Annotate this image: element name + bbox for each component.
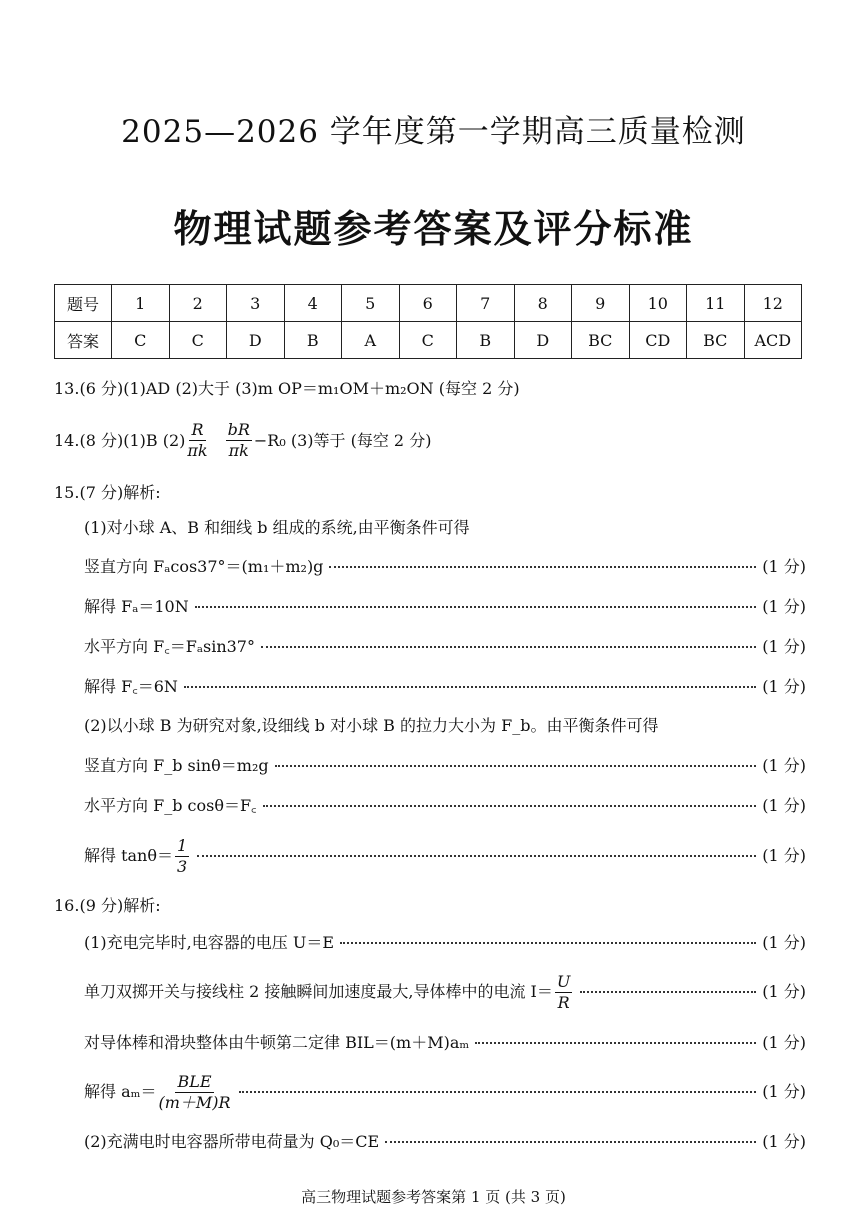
step-text: 水平方向 F꜀＝Fₐsin37° — [84, 637, 255, 656]
dot-leader — [184, 686, 756, 688]
fraction-numerator: 1 — [177, 835, 188, 855]
score-label: (1 分) — [762, 637, 806, 656]
question-number-cell: 4 — [284, 285, 342, 322]
answer-cell: A — [342, 322, 400, 359]
table-header-cell: 题号 — [55, 285, 112, 322]
q15-step-line — [84, 556, 806, 578]
q14-fraction-1 — [187, 422, 207, 459]
fraction-denominator: (m＋M)R — [158, 1092, 231, 1112]
dot-leader — [261, 646, 756, 648]
step-text: (2)充满电时电容器所带电荷量为 Q₀＝CE — [84, 1132, 380, 1151]
question-number-cell: 9 — [572, 285, 630, 322]
current-fraction — [555, 971, 572, 1012]
step-text: 解得 tanθ＝ — [84, 846, 173, 865]
q16-acceleration-line — [84, 1070, 806, 1114]
q16-heading: 16.(9 分)解析: — [54, 896, 161, 915]
dot-leader — [197, 855, 756, 857]
q16-step-line — [84, 1131, 806, 1153]
dot-leader — [385, 1141, 756, 1143]
step-text: 对导体棒和滑块整体由牛顿第二定律 BIL＝(m＋M)aₘ — [84, 1033, 470, 1052]
question-number-cell: 1 — [112, 285, 170, 322]
score-label: (1 分) — [762, 1033, 806, 1052]
fraction-denominator: 3 — [177, 856, 188, 876]
answer-key-title: 物理试题参考答案及评分标准 — [173, 206, 694, 251]
question-number-cell: 3 — [227, 285, 285, 322]
q14-prefix: 14.(8 分)(1)B (2) — [54, 430, 186, 450]
dot-leader — [263, 805, 757, 807]
step-text: 竖直方向 Fₐcos37°＝(m₁＋m₂)g — [84, 557, 324, 576]
step-text: 解得 F꜀＝6N — [84, 677, 178, 696]
score-label: (1 分) — [762, 557, 806, 576]
q14-answer — [54, 422, 431, 459]
score-label: (1 分) — [762, 1082, 806, 1101]
answer-cell: B — [284, 322, 342, 359]
step-text: (1)充电完毕时,电容器的电压 U＝E — [84, 933, 335, 952]
answer-cell: BC — [687, 322, 745, 359]
score-label: (1 分) — [762, 982, 806, 1001]
answer-cell: D — [227, 322, 285, 359]
q16-step-line — [84, 1032, 806, 1054]
q15-step-line — [84, 636, 806, 658]
question-number-cell: 2 — [169, 285, 227, 322]
fraction-numerator: BLE — [177, 1071, 212, 1091]
q16-current-line — [84, 972, 806, 1012]
fraction-numerator: R — [191, 420, 204, 439]
dot-leader — [475, 1042, 756, 1044]
exam-title: 2025—2026 学年度第一学期高三质量检测 — [121, 114, 746, 150]
step-text: 解得 aₘ＝ — [84, 1082, 157, 1101]
dot-leader — [275, 765, 757, 767]
score-label: (1 分) — [762, 677, 806, 696]
fraction-numerator: U — [556, 971, 571, 991]
question-number-cell: 10 — [629, 285, 687, 322]
question-number-cell: 11 — [687, 285, 745, 322]
dot-leader — [329, 566, 756, 568]
score-label: (1 分) — [762, 756, 806, 775]
question-number-cell: 7 — [457, 285, 515, 322]
fraction-denominator: πk — [228, 441, 249, 460]
question-number-cell: 6 — [399, 285, 457, 322]
answer-cell: D — [514, 322, 572, 359]
q14-fraction-2 — [226, 422, 252, 459]
answer-cell: B — [457, 322, 515, 359]
acceleration-fraction — [158, 1071, 231, 1112]
fraction-denominator: πk — [187, 441, 208, 460]
table-row-answers — [55, 322, 802, 359]
score-label: (1 分) — [762, 846, 806, 865]
dot-leader — [195, 606, 757, 608]
page-footer: 高三物理试题参考答案第 1 页 (共 3 页) — [301, 1188, 566, 1206]
question-number-cell: 8 — [514, 285, 572, 322]
q15-step-line — [84, 755, 806, 777]
step-text: 单刀双掷开关与接线柱 2 接触瞬间加速度最大,导体棒中的电流 I＝ — [84, 982, 553, 1001]
score-label: (1 分) — [762, 796, 806, 815]
answer-cell: ACD — [744, 322, 802, 359]
dot-leader — [239, 1091, 757, 1093]
dot-leader — [580, 991, 756, 993]
q15-tan-line — [84, 836, 806, 876]
q15-step-line — [84, 676, 806, 698]
question-number-cell: 12 — [744, 285, 802, 322]
q15-step-line — [84, 596, 806, 618]
q15-part2-intro: (2)以小球 B 为研究对象,设细线 b 对小球 B 的拉力大小为 F_b。由平衡条件可得 — [84, 716, 659, 735]
dot-leader — [340, 942, 756, 944]
q15-part1-intro: (1)对小球 A、B 和细线 b 组成的系统,由平衡条件可得 — [84, 518, 470, 537]
step-text: 竖直方向 F_b sinθ＝m₂g — [84, 756, 269, 775]
q13-answer: 13.(6 分)(1)AD (2)大于 (3)m OP＝m₁OM＋m₂ON (每空 2 分) — [54, 379, 520, 398]
score-label: (1 分) — [762, 597, 806, 616]
answer-cell: C — [399, 322, 457, 359]
fraction-denominator: R — [557, 992, 570, 1012]
step-text: 解得 Fₐ＝10N — [84, 597, 189, 616]
score-label: (1 分) — [762, 1132, 806, 1151]
score-label: (1 分) — [762, 933, 806, 952]
q15-step-line — [84, 795, 806, 817]
answer-table — [54, 284, 802, 359]
q14-suffix: −R₀ (3)等于 (每空 2 分) — [253, 430, 432, 450]
answer-cell: C — [112, 322, 170, 359]
answer-cell: CD — [629, 322, 687, 359]
answer-cell: BC — [572, 322, 630, 359]
table-header-cell: 答案 — [55, 322, 112, 359]
step-text: 水平方向 F_b cosθ＝F꜀ — [84, 796, 257, 815]
table-row-numbers — [55, 285, 802, 322]
q15-heading: 15.(7 分)解析: — [54, 483, 161, 502]
answer-cell: C — [169, 322, 227, 359]
tan-fraction — [175, 835, 189, 876]
q16-step-line — [84, 932, 806, 954]
question-number-cell: 5 — [342, 285, 400, 322]
fraction-numerator: bR — [227, 420, 250, 439]
